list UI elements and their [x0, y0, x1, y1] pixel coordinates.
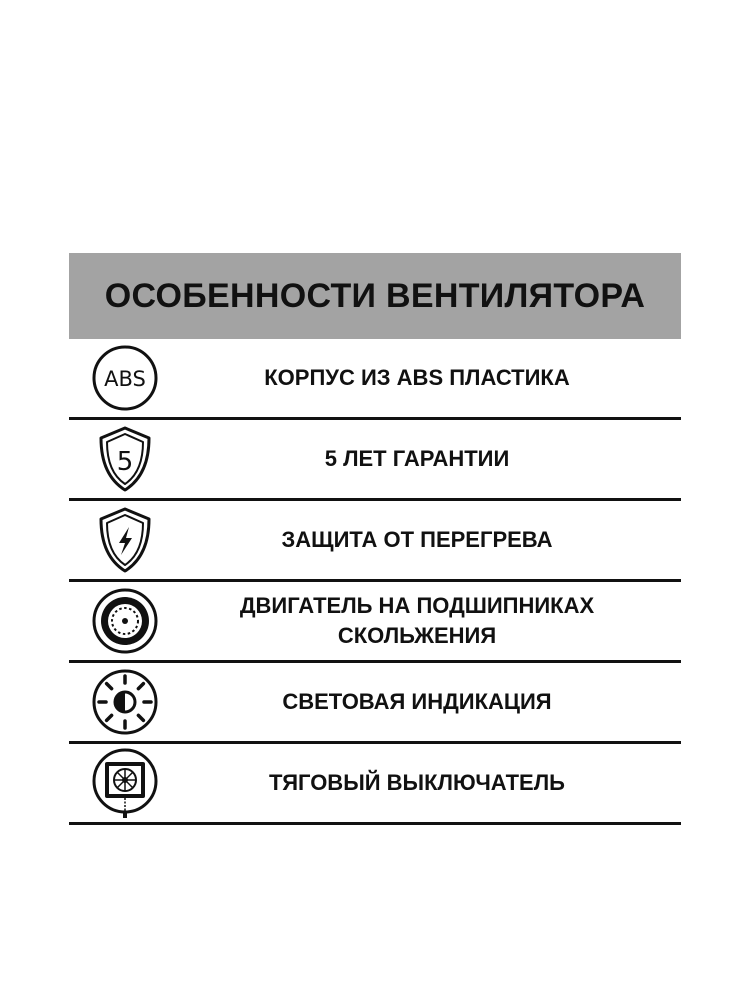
- feature-row-light: [69, 663, 681, 744]
- feature-row-overheat: [69, 501, 681, 582]
- feature-label-motor: ДВИГАТЕЛЬ НА ПОДШИПНИКАХ СКОЛЬЖЕНИЯ: [239, 593, 595, 648]
- pull-cord-switch-icon: [91, 747, 159, 819]
- feature-row-motor: [69, 582, 681, 663]
- feature-row-warranty: [69, 420, 681, 501]
- abs-icon-text: ABS: [104, 367, 146, 391]
- lightning-icon: [119, 527, 132, 555]
- warranty-shield-icon: [93, 424, 157, 494]
- feature-row-switch: [69, 744, 681, 825]
- overheat-protection-shield-icon: [93, 505, 157, 575]
- abs-plastic-icon: [91, 344, 159, 412]
- bearing-motor-icon: [91, 587, 159, 655]
- feature-label-switch: ТЯГОВЫЙ ВЫКЛЮЧАТЕЛЬ: [269, 770, 565, 795]
- feature-row-abs: [69, 339, 681, 420]
- page-title: ОСОБЕННОСТИ ВЕНТИЛЯТОРА: [104, 276, 646, 315]
- feature-label-abs: КОРПУС ИЗ ABS ПЛАСТИКА: [264, 365, 570, 390]
- feature-label-warranty: 5 ЛЕТ ГАРАНТИИ: [324, 446, 510, 471]
- features-panel: [69, 253, 681, 825]
- light-indicator-icon: [91, 668, 159, 736]
- feature-label-overheat: ЗАЩИТА ОТ ПЕРЕГРЕВА: [281, 527, 553, 552]
- features-header: [69, 253, 681, 339]
- warranty-icon-text: 5: [116, 447, 134, 477]
- feature-label-light: СВЕТОВАЯ ИНДИКАЦИЯ: [282, 689, 552, 714]
